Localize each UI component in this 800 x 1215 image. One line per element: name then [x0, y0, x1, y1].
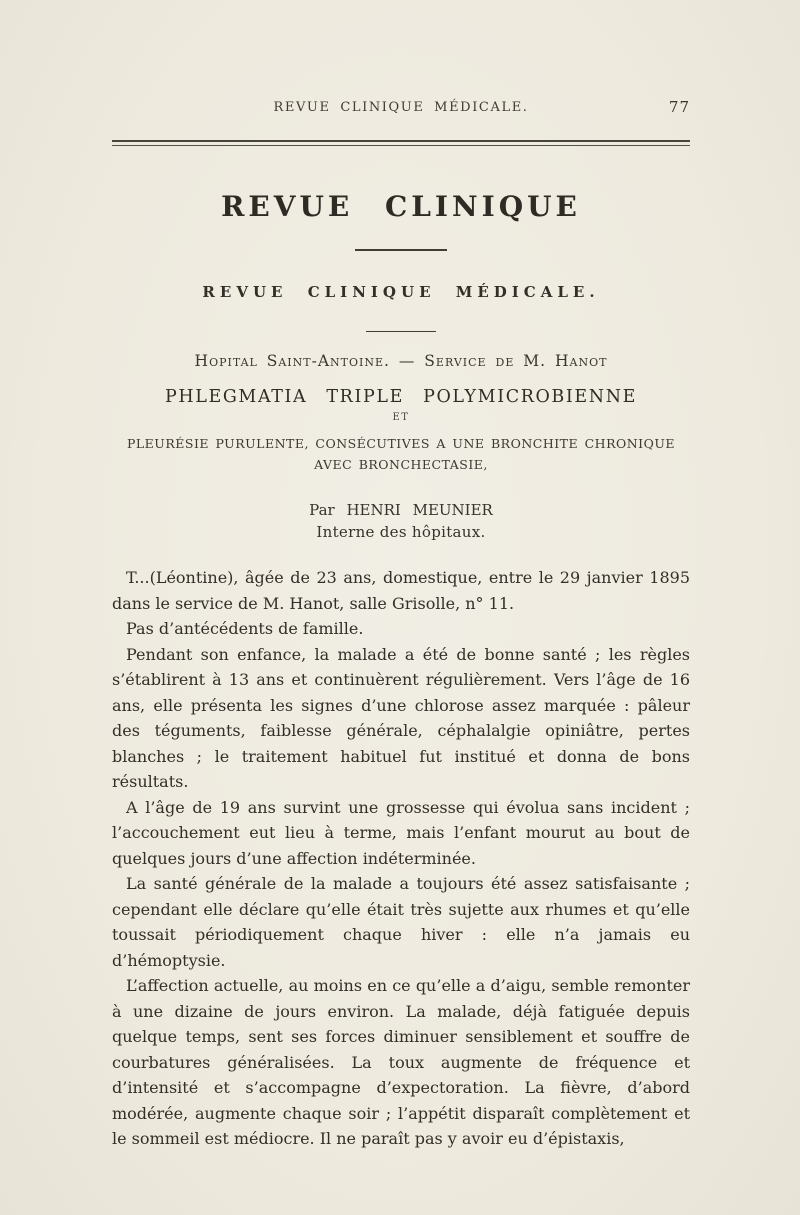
hospital-service-line: Hopital Saint-Antoine. — Service de M. Hanot	[194, 352, 608, 370]
body-paragraph: Pas d’antécédents de famille.	[126, 619, 364, 638]
body-paragraph: L’affection actuelle, au moins en ce qu’elle a d’aigu, semble remonter à une dizaine de jours environ. La malade, déjà fatiguée depuis quelque temps, sent ses forces diminuer sensiblement et souffre de courbatures généralisées. La toux augmente de fréquence et d’intensité et s’accompagne d’expectoration. La fièvre, d’abord modérée, augmente chaque soir ; l’appétit disparaît complètement et le sommeil est médiocre. Il ne paraît pas y avoir eu d’épistaxis,	[112, 976, 690, 1148]
article-body	[112, 565, 690, 1152]
page-number: 77	[668, 98, 690, 116]
article-title-connector: ET	[392, 412, 410, 423]
body-paragraph: T...(Léontine), âgée de 23 ans, domestique, entre le 29 janvier 1895 dans le service de M. Hanot, salle Grisolle, n° 11.	[112, 568, 690, 613]
main-title: REVUE CLINIQUE	[221, 190, 581, 223]
byline-author: Par HENRI MEUNIER	[309, 501, 493, 519]
body-paragraph: A l’âge de 19 ans survint une grossesse qui évolua sans incident ; l’accouchement eut lieu à terme, mais l’enfant mourut au bout de quelques jours d’une affection indéterminée.	[112, 797, 690, 868]
byline-role: Interne des hôpitaux.	[316, 523, 486, 541]
body-paragraph: Pendant son enfance, la malade a été de bonne santé ; les règles s’établirent à 13 ans et continuèrent régulièrement. Vers l’âge de 16 ans, elle présenta les signes d’une chlorose assez marquée : pâleur des téguments, faiblesse générale, céphalalgie opiniâtre, pertes blanches ; le traitement habituel fut institué et donna de bons résultats.	[112, 644, 690, 791]
running-header-title: REVUE CLINIQUE MÉDICALE.	[273, 100, 529, 115]
double-rule	[112, 140, 690, 146]
section-title: REVUE CLINIQUE MÉDICALE.	[202, 283, 600, 301]
body-paragraph: La santé générale de la malade a toujours été assez satisfaisante ; cependant elle déclare qu’elle était très sujette aux rhumes et qu’elle toussait périodiquement chaque hiver : elle n’a jamais eu d’hémoptysie.	[112, 874, 690, 970]
running-header	[112, 100, 690, 115]
section-divider	[366, 331, 436, 332]
article-subtitle: PLEURÉSIE PURULENTE, CONSÉCUTIVES A UNE BRONCHITE CHRONIQUE AVEC BRONCHECTASIE,	[126, 436, 676, 472]
title-divider	[355, 249, 447, 251]
article-title: PHLEGMATIA TRIPLE POLYMICROBIENNE	[165, 387, 637, 407]
